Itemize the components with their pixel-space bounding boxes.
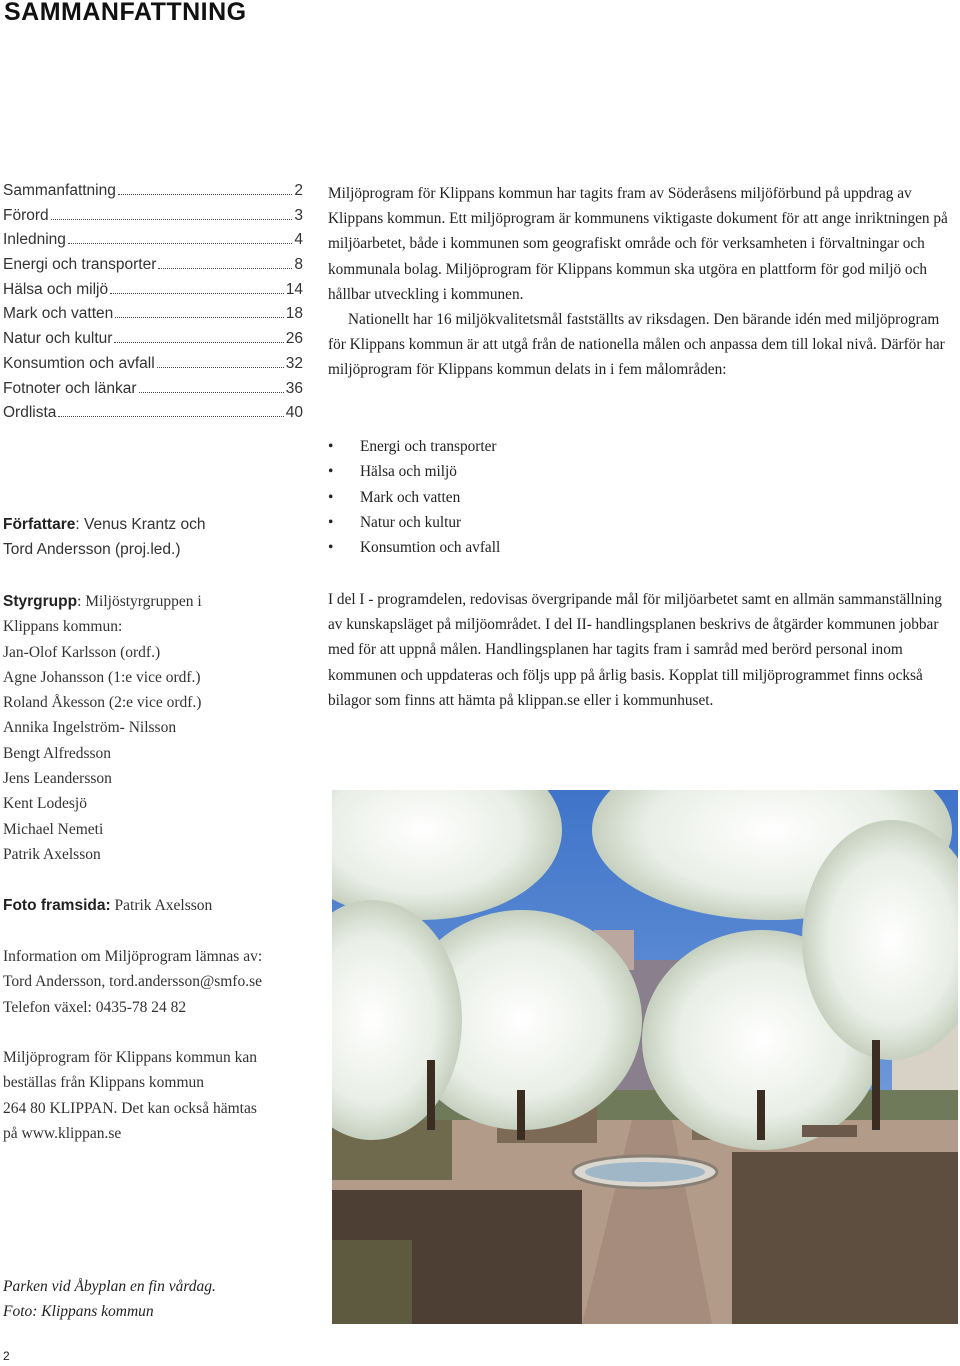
list-item: Bengt Alfredsson [3,744,112,762]
list-item: Roland Åkesson (2:e vice ordf.) [3,694,202,712]
list-item: Agne Johansson (1:e vice ordf.) [3,668,201,686]
park-photo [332,790,958,1324]
toc-item: Mark och vatten 18 [3,305,303,323]
contact-info: Information om Miljöprogram lämnas av: Tord Andersson, tord.andersson@smfo.se Telefon växel: 0435-78 24 82 [3,944,313,1020]
toc-item: Natur och kultur 26 [3,330,303,348]
table-of-contents [3,182,303,429]
list-item: • Konsumtion och avfall [328,535,500,560]
program-description [328,587,953,713]
toc-item: Inledning 4 [3,231,303,249]
toc-item: Förord 3 [3,206,303,224]
toc-item: Ordlista 40 [3,404,303,422]
toc-item: Energi och transporter 8 [3,256,303,274]
list-item: • Mark och vatten [328,485,500,510]
paragraph: I del I - programdelen, redovisas övergripande mål för miljöarbetet samt en allmän sammanställning av kunskapsläget på miljöområdet. I del II- handlingsplanen beskrivs de åtgärder kommunen jobbar med för att uppnå målen. Handlingsplanen har tagits fram i samråd med berörd personal inom kommunen och uppdateras och följs upp på årlig basis. Kopplat till miljöprogrammet finns också bilagor som finns att hämta på klippan.se eller i kommunhuset. [328,591,942,709]
list-item: Jens Leandersson [3,770,112,788]
toc-item: Hälsa och miljö 14 [3,280,303,298]
list-item: • Energi och transporter [328,434,500,459]
toc-item: Sammanfattning 2 [3,182,303,199]
cover-photo-credit: Foto framsida: Patrik Axelsson [3,897,213,914]
photo-caption: Parken vid Åbyplan en fin vårdag. Foto: Klippans kommun [3,1278,216,1320]
list-item: • Hälsa och miljö [328,459,500,484]
list-item: Kent Lodesjö [3,795,87,813]
paragraph: Nationellt har 16 miljökvalitetsmål fastställts av riksdagen. Den bärande idén med miljöprogram för Klippans kommun är att utgå från de nationella målen och anpassa dem till lokal nivå. Därför har miljöprogram för Klippans kommun delats in i fem målområden: [328,311,945,379]
page-number: 2 [3,1349,10,1363]
focus-areas-list [328,434,500,560]
order-info: Miljöprogram för Klippans kommun kan beställas från Klippans kommun 264 80 KLIPPAN. Det kan också hämtas på www.klippan.se [3,1049,257,1142]
list-item: • Natur och kultur [328,510,500,535]
paragraph: Miljöprogram för Klippans kommun har tagits fram av Söderåsens miljöförbund på uppdrag av Klippans kommun. Ett miljöprogram är kommunens viktigaste dokument för att ange inriktningen på miljöarbetet, både i kommunen som geografiskt område och för verksamheten i förvaltningar och kommunala bolag. Miljöprogram för Klippans kommun ska utgöra en plattform för god miljö och hållbar utveckling i kommunen. [328,185,948,303]
list-item: Patrik Axelsson [3,845,101,863]
toc-item: Fotnoter och länkar 36 [3,379,303,397]
toc-item: Konsumtion och avfall 32 [3,354,303,372]
page-title: SAMMANFATTNING [4,0,247,26]
list-item: Annika Ingelström- Nilsson [3,719,177,737]
intro-text [328,181,953,383]
authors: Författare: Venus Krantz och Tord Andersson (proj.led.) [3,516,206,559]
list-item: Jan-Olof Karlsson (ordf.) [3,643,161,661]
list-item: Michael Nemeti [3,820,104,838]
contact-email[interactable]: Tord Andersson, tord.andersson@smfo.se [3,973,263,991]
steering-group: Styrgrupp: Miljöstyrgruppen i Klippans kommun: Jan-Olof Karlsson (ordf.) Agne Johansson (1:e vice ordf.) Roland Åkesson (2:e vice ordf.) Annika Ingelström- Nilsson Bengt Alfredsson Jens Leandersson Kent Lodesjö Michael Nemeti Patrik Axelsson [3,589,313,867]
